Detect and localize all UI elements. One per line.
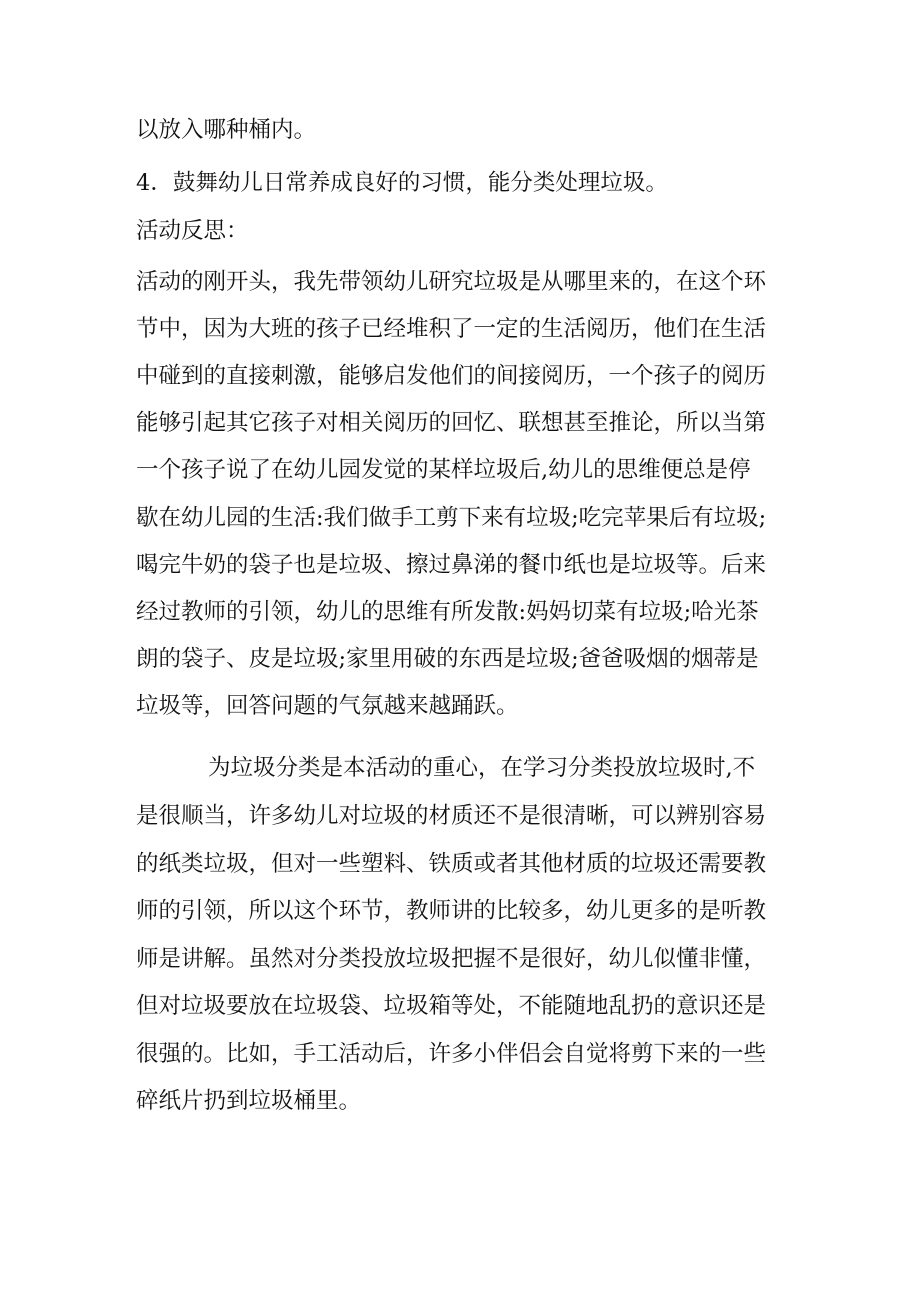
text-line: 但对垃圾要放在垃圾袋、垃圾箱等处，不能随地乱扔的意识还是 [136, 993, 767, 1019]
text-line: 中碰到的直接刺激，能够启发他们的间接阅历，一个孩子的阅历 [136, 363, 767, 389]
text-line: 的纸类垃圾，但对一些塑料、铁质或者其他材质的垃圾还需要教 [136, 851, 767, 877]
text-line: 能够引起其它孩子对相关阅历的回忆、联想甚至推论，所以当第 [136, 410, 767, 436]
text-line: 是很顺当，许多幼儿对垃圾的材质还不是很清晰，可以辨别容易 [136, 803, 767, 829]
list-item-4: 4．鼓舞幼儿日常养成良好的习惯，能分类处理垃圾。 [136, 170, 668, 196]
text-line: 以放入哪种桶内。 [136, 117, 317, 143]
paragraph-start: 为垃圾分类是本活动的重心，在学习分类投放垃圾时,不 [208, 755, 756, 781]
text-line: 师是讲解。虽然对分类投放垃圾把握不是很好，幼儿似懂非懂， [136, 946, 767, 972]
text-line: 活动的刚开头，我先带领幼儿研究垃圾是从哪里来的，在这个环 [136, 269, 767, 295]
text-line: 垃圾等，回答问题的气氛越来越踊跃。 [136, 693, 519, 719]
text-line: 很强的。比如，手工活动后，许多小伴侣会自觉将剪下来的一些 [136, 1041, 767, 1067]
text-line: 碎纸片扔到垃圾桶里。 [136, 1088, 362, 1114]
text-line: 一个孩子说了在幼儿园发觉的某样垃圾后,幼儿的思维便总是停 [136, 457, 751, 483]
text-line: 歇在幼儿园的生活:我们做手工剪下来有垃圾;吃完苹果后有垃圾; [136, 505, 767, 531]
text-line: 师的引领，所以这个环节，教师讲的比较多，幼儿更多的是听教 [136, 898, 767, 924]
section-heading: 活动反思： [136, 218, 249, 244]
text-line: 朗的袋子、皮是垃圾;家里用破的东西是垃圾;爸爸吸烟的烟蒂是 [136, 646, 759, 672]
text-line: 节中，因为大班的孩子已经堆积了一定的生活阅历，他们在生活 [136, 316, 767, 342]
text-line: 喝完牛奶的袋子也是垃圾、擦过鼻涕的餐巾纸也是垃圾等。后来 [136, 552, 767, 578]
text-line: 经过教师的引领，幼儿的思维有所发散:妈妈切菜有垃圾;哈光茶 [136, 599, 759, 625]
